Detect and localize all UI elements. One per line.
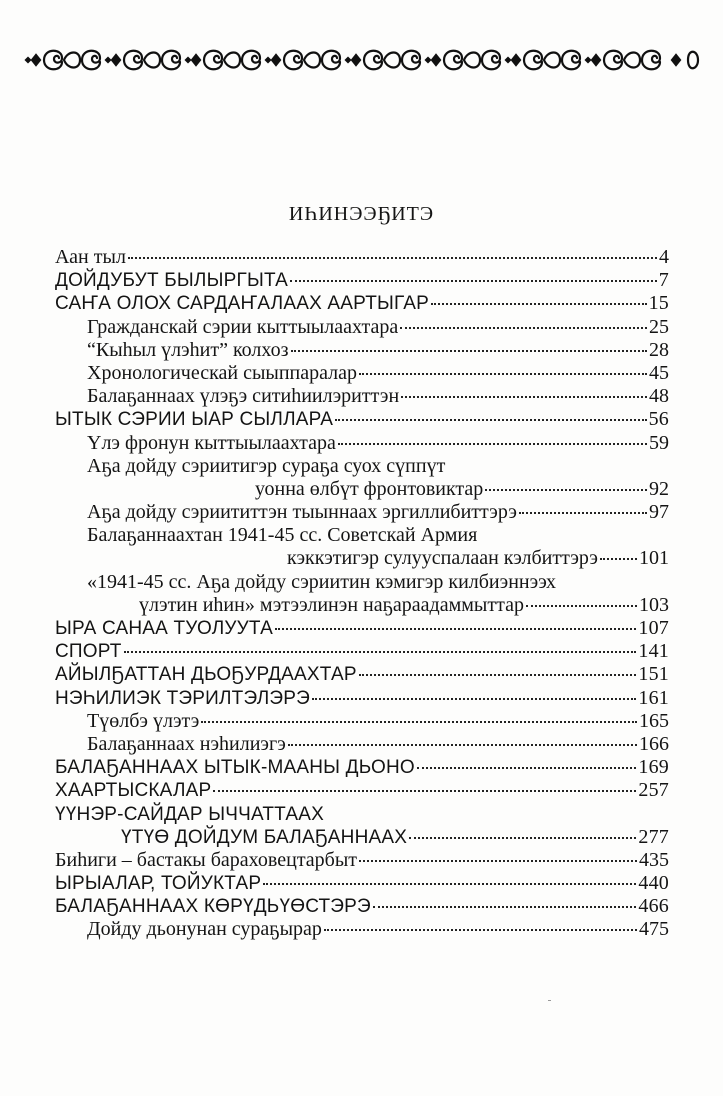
- toc-entry-page: 92: [649, 477, 669, 500]
- toc-entry[interactable]: [55, 779, 669, 802]
- dot-leader: [400, 326, 647, 329]
- toc-entry-title: кэккэтигэр сулууспалаан кэлбиттэрэ: [287, 547, 598, 570]
- dot-leader: [213, 789, 636, 792]
- toc-entry-title: Гражданскай сэрии кыттыылаахтара: [87, 315, 399, 338]
- toc-entry[interactable]: [55, 339, 669, 362]
- dot-leader: [324, 928, 637, 931]
- toc-entry-title: Аҕа дойду сэриитигэр сураҕа суох сүппүт: [87, 454, 446, 477]
- toc-entry-title: ҮТҮӨ ДОЙДУМ БАЛАҔАННААХ: [121, 826, 408, 848]
- toc-entry[interactable]: [55, 478, 669, 501]
- dot-leader: [359, 372, 647, 375]
- toc-entry[interactable]: [55, 687, 669, 710]
- toc-entry[interactable]: [55, 571, 669, 594]
- toc-entry-title: БАЛАҔАННААХ ЫТЫК-МААНЫ ДЬОНО: [55, 757, 415, 779]
- toc-entry-page: 28: [649, 338, 669, 361]
- toc-entry-page: 141: [638, 640, 669, 663]
- toc-entry-page: 165: [639, 709, 669, 732]
- toc-entry[interactable]: [55, 918, 669, 941]
- toc-entry-title: Аҕа дойду сэриититтэн тыыннаах эргиллибиттэрэ: [87, 501, 517, 524]
- toc-entry-page: 466: [638, 895, 669, 918]
- toc-entry-page: 166: [639, 732, 669, 755]
- toc-entry[interactable]: [55, 803, 669, 826]
- toc-entry-page: 440: [638, 872, 669, 895]
- toc-entry[interactable]: [55, 663, 669, 686]
- toc-entry-title: Дойду дьонунан сураҕырар: [87, 918, 322, 941]
- dot-leader: [431, 302, 647, 305]
- toc-entry[interactable]: [55, 640, 669, 663]
- toc-entry-page: 48: [649, 385, 669, 408]
- toc-entry-page: 257: [638, 779, 669, 802]
- dot-leader: [312, 697, 636, 700]
- toc-entry-title: Балаҕаннаах үлэҕэ ситиһиилэриттэн: [87, 385, 400, 408]
- toc-entry-page: 97: [649, 501, 669, 524]
- toc-entry[interactable]: [55, 408, 669, 431]
- toc-entry-title: ДОЙДУБУТ БЫЛЫРГЫТА: [55, 270, 289, 292]
- toc-entry[interactable]: [55, 362, 669, 385]
- toc-entry-title: Балаҕаннаах нэһилиэгэ: [87, 732, 286, 755]
- paper-speck: [548, 1000, 551, 1001]
- dot-leader: [263, 882, 636, 885]
- dot-leader: [124, 650, 637, 653]
- toc-entry-title: ХААРТЫСКАЛАР: [55, 780, 212, 802]
- dot-leader: [201, 720, 637, 723]
- dot-leader: [519, 511, 647, 514]
- dot-leader: [291, 349, 647, 352]
- toc-entry-page: 107: [638, 617, 669, 639]
- toc-entry-page: 101: [639, 547, 669, 570]
- toc-entry[interactable]: [55, 501, 669, 524]
- toc-entry-title: ЫРЫАЛАР, ТОЙУКТАР: [55, 873, 262, 895]
- toc-entry-page: 277: [638, 825, 669, 848]
- toc-entry-page: 4: [659, 246, 669, 268]
- toc-entry-title: Биһиги – бастакы бараховецтарбыт: [55, 848, 358, 871]
- toc-entry[interactable]: [55, 385, 669, 408]
- toc-entry-page: 25: [649, 315, 669, 338]
- dot-leader: [359, 673, 637, 676]
- dot-leader: [128, 256, 657, 259]
- toc-entry-page: 475: [639, 918, 669, 941]
- toc-entry[interactable]: [55, 455, 669, 478]
- toc-entry-title: уонна өлбүт фронтовиктар: [255, 477, 484, 500]
- toc-entry[interactable]: [55, 269, 669, 292]
- toc-entry-page: 169: [638, 756, 669, 779]
- toc-entry-page: 151: [638, 663, 669, 686]
- dot-leader: [275, 627, 636, 630]
- dot-leader: [417, 766, 637, 769]
- toc-entry-title: БАЛАҔАННААХ КӨРҮДЬҮӨСТЭРЭ: [55, 896, 371, 918]
- toc-entry[interactable]: [55, 733, 669, 756]
- toc-entry[interactable]: [55, 432, 669, 455]
- toc-entry[interactable]: [55, 895, 669, 918]
- toc-entry-title: Балаҕаннаахтан 1941-45 сс. Советскай Армия: [87, 524, 478, 547]
- toc-entry-title: Хронологическай сыыппаралар: [87, 361, 358, 384]
- toc-entry-title: үлэтин иһин» мэтээлинэн наҕараадаммыттар: [139, 593, 524, 616]
- toc-entry-title: САҤА ОЛОХ САРДАҤАЛААХ ААРТЫГАР: [55, 293, 429, 315]
- toc-entry[interactable]: [55, 756, 669, 779]
- dot-leader: [288, 743, 637, 746]
- dot-leader: [338, 442, 647, 445]
- dot-leader: [290, 279, 657, 282]
- toc-heading: ИҺИНЭЭҔИТЭ: [288, 203, 435, 225]
- toc-entry[interactable]: [55, 292, 669, 315]
- toc-entry[interactable]: [55, 594, 669, 617]
- toc-entry-page: 45: [649, 361, 669, 384]
- toc-entry[interactable]: [55, 872, 669, 895]
- toc-entry-title: НЭҺИЛИЭК ТЭРИЛТЭЛЭРЭ: [55, 687, 310, 709]
- toc-entry-title: ҮҮНЭР-САЙДАР ЫЧЧАТТААХ: [55, 803, 324, 825]
- toc-entry-page: 59: [649, 431, 669, 454]
- toc-entry-title: Үлэ фронун кыттыылаахтара: [87, 431, 336, 454]
- toc-entry[interactable]: [55, 826, 669, 849]
- dot-leader: [600, 557, 637, 560]
- toc-entry[interactable]: [55, 524, 669, 547]
- dot-leader: [359, 859, 637, 862]
- toc-entry[interactable]: [55, 547, 669, 570]
- toc-entry-title: АЙЫЛҔАТТАН ДЬОҔУРДААХТАР: [55, 664, 357, 686]
- dot-leader: [335, 418, 647, 421]
- toc-entry-page: 103: [639, 593, 669, 616]
- toc-entry-page: 435: [639, 848, 669, 871]
- toc-entry-title: ЫРА САНАА ТУОЛУУТА: [55, 618, 273, 639]
- toc-entry-title: Аан тыл: [55, 246, 126, 268]
- ornamental-border: [22, 40, 700, 80]
- toc-entry-page: 56: [648, 408, 669, 431]
- dot-leader: [485, 488, 647, 491]
- toc-entry-page: 15: [648, 292, 669, 315]
- toc-entry-title: СПОРТ: [55, 641, 122, 663]
- toc-entry[interactable]: [55, 849, 669, 872]
- toc-entry-page: 7: [658, 269, 669, 292]
- toc-entry-title: «1941-45 сс. Аҕа дойду сэриитин кэмигэр килбиэннээх: [87, 570, 557, 593]
- toc-entry-title: ЫТЫК СЭРИИ ЫАР СЫЛЛАРА: [55, 409, 334, 431]
- toc-entry[interactable]: [55, 617, 669, 640]
- toc-entry-title: Түөлбэ үлэтэ: [87, 709, 200, 732]
- toc-entry-page: 161: [638, 686, 669, 709]
- toc-entry[interactable]: [55, 316, 669, 339]
- table-of-contents: [55, 246, 669, 942]
- dot-leader: [373, 905, 637, 908]
- dot-leader: [401, 395, 647, 398]
- toc-entry[interactable]: [55, 246, 669, 269]
- dot-leader: [409, 836, 636, 839]
- dot-leader: [526, 604, 637, 607]
- toc-entry[interactable]: [55, 710, 669, 733]
- toc-entry-title: “Кыһыл үлэһит” колхоз: [87, 338, 289, 361]
